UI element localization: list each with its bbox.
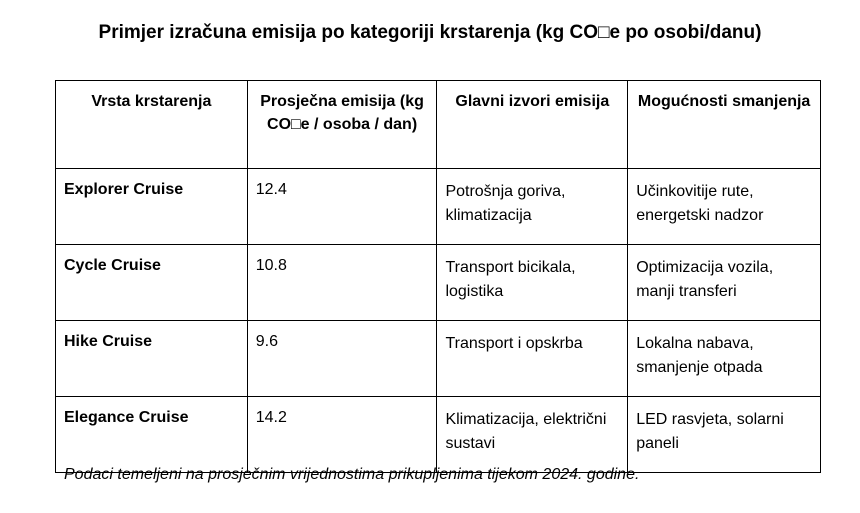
cruise-type-cell: Explorer Cruise bbox=[56, 169, 248, 245]
emission-value-cell: 12.4 bbox=[247, 169, 437, 245]
emission-sources-cell: Transport i opskrba bbox=[437, 321, 628, 397]
table-row bbox=[56, 321, 821, 397]
emissions-table bbox=[55, 80, 821, 473]
footnote: Podaci temeljeni na prosječnim vrijednostima prikupljenima tijekom 2024. godine. bbox=[64, 466, 640, 483]
table-header-row bbox=[56, 81, 821, 169]
header-cruise-type: Vrsta krstarenja bbox=[56, 81, 248, 169]
header-reduction-options: Mogućnosti smanjenja bbox=[628, 81, 821, 169]
emission-value-cell: 10.8 bbox=[247, 245, 437, 321]
cruise-type-cell: Elegance Cruise bbox=[56, 397, 248, 473]
cruise-type-cell: Hike Cruise bbox=[56, 321, 248, 397]
header-average-emission: Prosječna emisija (kg CO□e / osoba / dan) bbox=[247, 81, 437, 169]
reduction-options-cell: Optimizacija vozila, manji transferi bbox=[628, 245, 821, 321]
emission-value-cell: 14.2 bbox=[247, 397, 437, 473]
table-row bbox=[56, 169, 821, 245]
reduction-options-cell: Lokalna nabava, smanjenje otpada bbox=[628, 321, 821, 397]
table-row bbox=[56, 397, 821, 473]
cruise-type-cell: Cycle Cruise bbox=[56, 245, 248, 321]
emission-sources-cell: Klimatizacija, električni sustavi bbox=[437, 397, 628, 473]
reduction-options-cell: Učinkovitije rute, energetski nadzor bbox=[628, 169, 821, 245]
reduction-options-cell: LED rasvjeta, solarni paneli bbox=[628, 397, 821, 473]
emission-sources-cell: Transport bicikala, logistika bbox=[437, 245, 628, 321]
table-row bbox=[56, 245, 821, 321]
emission-value-cell: 9.6 bbox=[247, 321, 437, 397]
emission-sources-cell: Potrošnja goriva, klimatizacija bbox=[437, 169, 628, 245]
page-title: Primjer izračuna emisija po kategoriji krstarenja (kg CO□e po osobi/danu) bbox=[98, 22, 762, 43]
header-emission-sources: Glavni izvori emisija bbox=[437, 81, 628, 169]
